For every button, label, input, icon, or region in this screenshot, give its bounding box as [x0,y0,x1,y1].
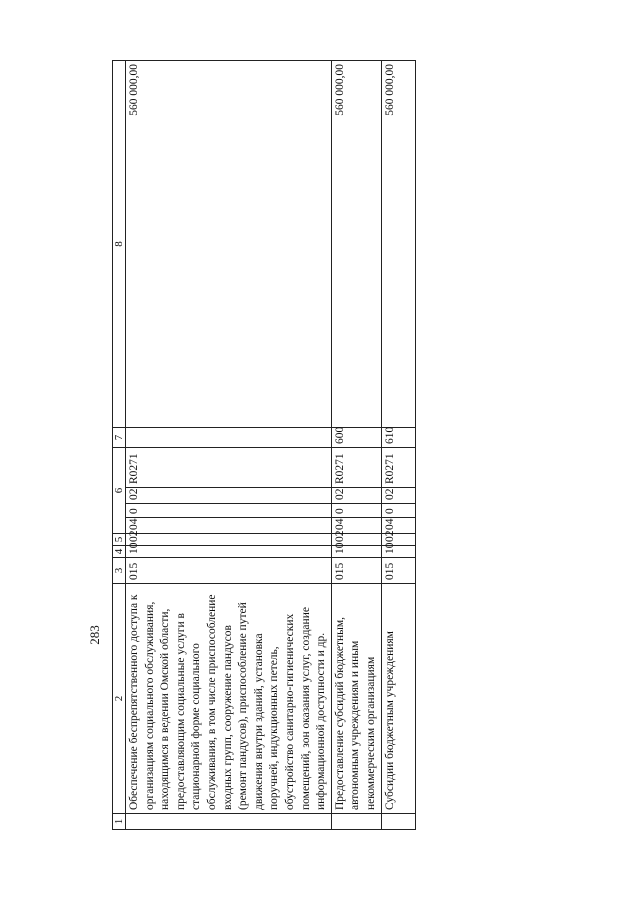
table-header-row [113,61,126,830]
admin-code-cell: 015 [381,558,415,584]
table-row [126,61,332,830]
program-code-cell: 04 [331,518,381,534]
admin-code-cell: 015 [331,558,381,584]
event-code-cell: 02 [381,488,415,504]
header-cell-3: 3 [113,558,126,584]
table-row [381,61,415,830]
row-name-cell: Субсидии бюджетным учреждениям [381,584,415,814]
header-cell-5: 5 [113,534,126,546]
section-code-cell: 10 [381,546,415,558]
subsection-code-cell: 02 [126,534,332,546]
header-cell-4: 4 [113,546,126,558]
expense-type-cell: 610 [381,428,415,448]
subprogram-code-cell: 0 [126,504,332,518]
amount-cell: 560 000,00 [331,61,381,428]
subprogram-code-cell: 0 [331,504,381,518]
subprogram-code-cell: 0 [381,504,415,518]
event-code-cell: 02 [331,488,381,504]
amount-cell: 560 000,00 [381,61,415,428]
budget-table [112,60,416,830]
section-code-cell: 10 [126,546,332,558]
direction-code-cell: R0271 [331,448,381,488]
rotated-page-content [88,60,396,830]
direction-code-cell: R0271 [381,448,415,488]
row-name-cell: Предоставление субсидий бюджетным, автономным учреждениям и иным некоммерческим организациям [331,584,381,814]
header-cell-7: 7 [113,428,126,448]
direction-code-cell: R0271 [126,448,332,488]
subsection-code-cell: 02 [381,534,415,546]
row-number-cell [126,814,332,830]
page-number: 283 [87,625,102,645]
admin-code-cell: 015 [126,558,332,584]
section-code-cell: 10 [331,546,381,558]
row-number-cell [331,814,381,830]
table-row [331,61,381,830]
program-code-cell: 04 [381,518,415,534]
event-code-cell: 02 [126,488,332,504]
header-cell-6: 6 [113,448,126,534]
header-cell-2: 2 [113,584,126,814]
row-name-cell: Обеспечение беспрепятственного доступа к организациям социального обслуживания, находящимся в ведении Омской области, предоставляющим социальные услуги в стационарной форме социального обслуживания, в том числе приспособление входных групп, сооружение пандусов (ремонт пандусов), приспособление путей движения внутри зданий, установка поручней, индукционных петель, обустройство санитарно-гигиенических помещений, зон оказания услуг, создание информационной доступности и др. [126,584,332,814]
header-cell-8: 8 [113,61,126,428]
subsection-code-cell: 02 [331,534,381,546]
header-cell-1: 1 [113,814,126,830]
amount-cell: 560 000,00 [126,61,332,428]
program-code-cell: 04 [126,518,332,534]
expense-type-cell: 600 [331,428,381,448]
expense-type-cell [126,428,332,448]
row-number-cell [381,814,415,830]
